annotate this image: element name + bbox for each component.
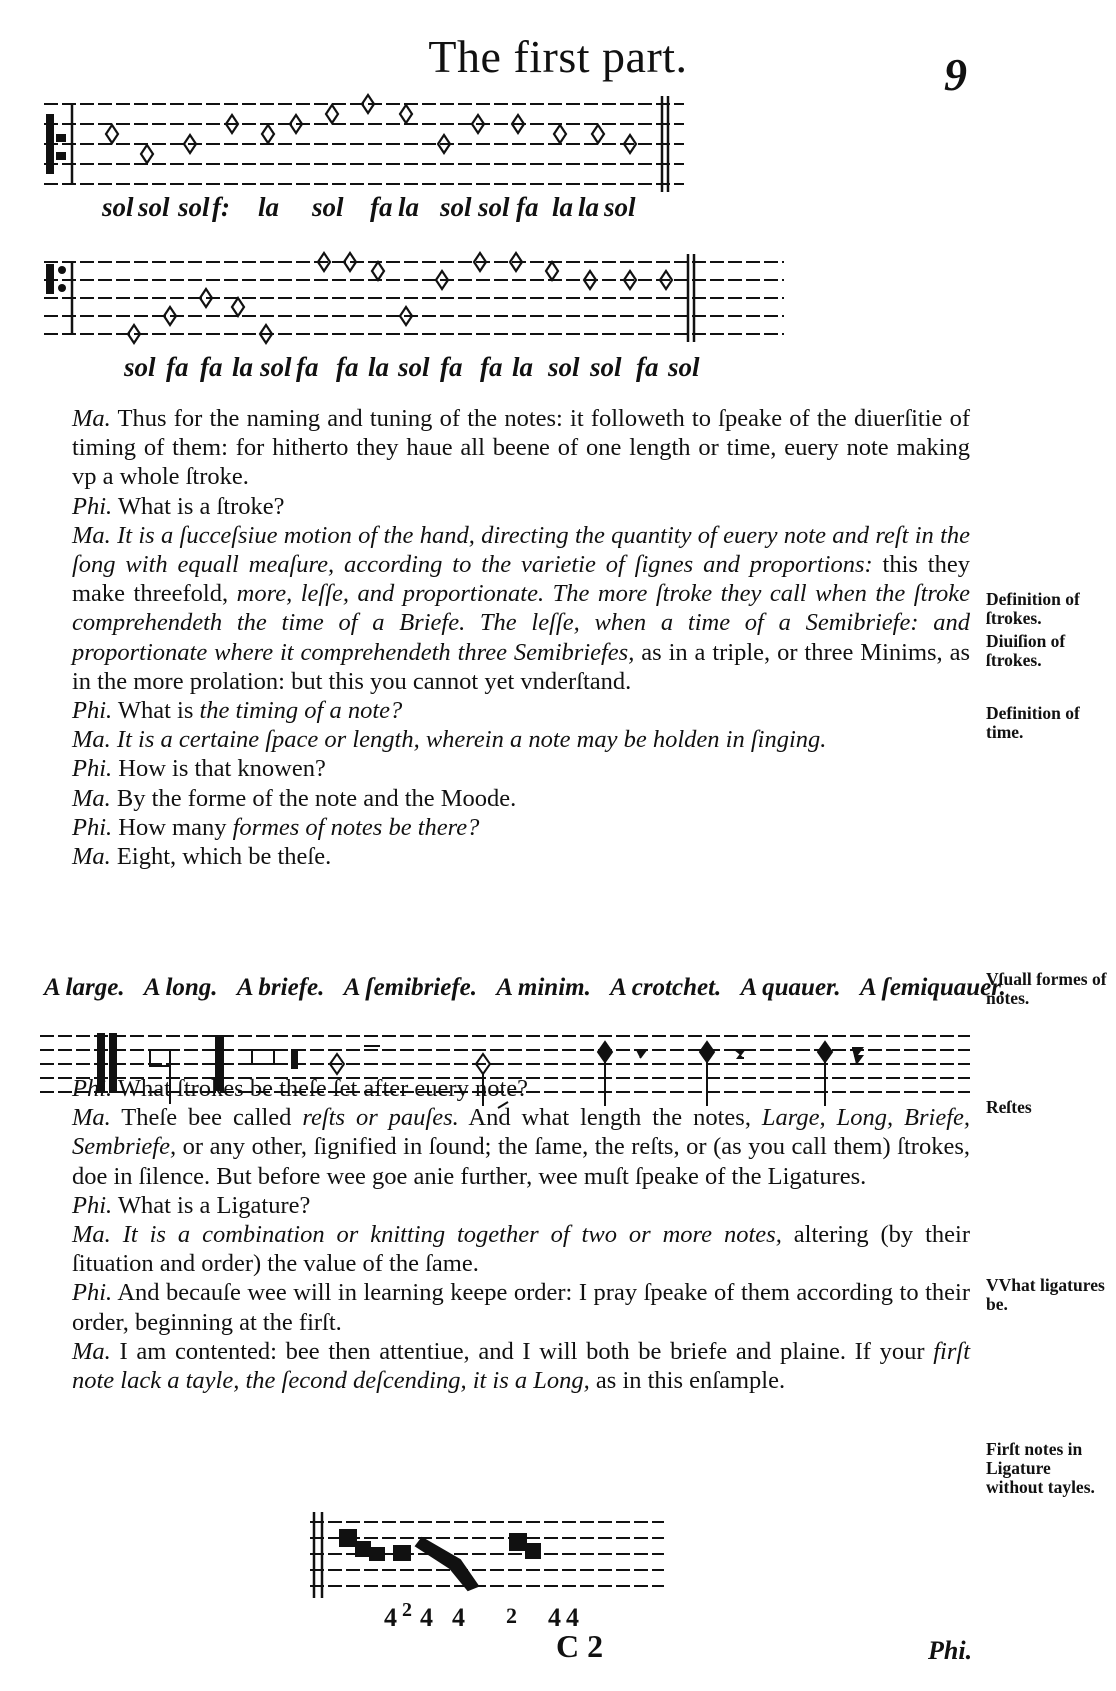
para-text: What is a Ligature? — [117, 1191, 311, 1219]
syllable: la — [512, 352, 534, 382]
syllable: sol — [102, 192, 134, 222]
syllable: la — [258, 192, 280, 222]
para-text: firſt note lack a tayle, the ſecond deſcending, it is a Long, — [72, 1337, 971, 1395]
syllable: fa — [440, 352, 463, 382]
para-text: more, leſſe, and proportionate. — [236, 580, 545, 608]
syllable: sol — [124, 352, 156, 382]
speaker: Ma. — [72, 726, 111, 754]
syllable: sol — [178, 192, 210, 222]
syllable: fa — [516, 192, 539, 222]
syllable: sol — [604, 192, 636, 222]
note-form-label: A ſemiquauer. — [860, 974, 1006, 1001]
definition-text: It is a certaine ſpace or length, wherein a note may be holden in ſinging. — [116, 726, 827, 754]
note-form-label: A ſemibriefe. — [343, 974, 478, 1001]
syllable: la — [578, 192, 600, 222]
syllable: la — [368, 352, 390, 382]
speaker: Phi. — [72, 755, 113, 783]
dialogue-para — [44, 813, 970, 842]
syllable: fa — [636, 352, 659, 382]
music-staff-1 — [44, 92, 734, 202]
speaker: Ma. — [72, 843, 111, 871]
dialogue-para — [44, 754, 970, 783]
speaker: Ma. — [72, 784, 111, 812]
dialogue-para — [44, 404, 970, 492]
catchword: Phi. — [928, 1636, 973, 1665]
para-text: as in a triple, or three Minims, as in the more prolation: but this you cannot yet vnderſtand. — [72, 638, 970, 695]
para-text: Large, Long, Briefe, Sembriefe, — [72, 1104, 971, 1161]
para-text: How is that knowen? — [118, 755, 326, 783]
syllable: sol — [668, 352, 700, 382]
para-text: And becauſe wee will in learning keepe order: I pray ſpeake of them according to their order, beginning at the firſt. — [72, 1279, 970, 1336]
note-form-label: A quauer. — [740, 974, 841, 1001]
dialogue-para — [44, 1074, 970, 1103]
syllable-row-2 — [0, 352, 1116, 392]
music-staff-2 — [44, 250, 804, 360]
dialogue-para — [44, 521, 970, 696]
ligature-number: 2 — [402, 1599, 412, 1621]
para-text: The more ſtroke they call when the ſtroke comprehendeth the time of a Briefe. The leſſe, when a time of a Semibriefe: and proportionate where it comprehendeth three Semibriefes, — [72, 580, 971, 666]
syllable: sol — [312, 192, 344, 222]
margin-note-diuision-strokes: Diuiſion of ſtrokes. — [986, 631, 1066, 670]
syllable: sol — [478, 192, 510, 222]
syllable: fa — [336, 352, 359, 382]
ligature-number: 4 — [548, 1603, 561, 1632]
ligature-number: 4 — [452, 1603, 465, 1632]
para-text: or any other, ſignified in ſound; the ſame, the reſts, or (as you call them) ſtrokes, doe in ſilence. But before wee goe anie further, wee muſt ſpeake of the Ligatures. — [72, 1133, 970, 1190]
syllable: la — [398, 192, 420, 222]
syllable: fa — [166, 352, 189, 382]
para-text: altering (by their ſituation and order) the value of the ſame. — [72, 1221, 971, 1278]
syllable: la — [232, 352, 254, 382]
dialogue-para — [44, 1278, 970, 1336]
dialogue-para — [44, 842, 970, 871]
dialogue-para — [44, 492, 970, 521]
speaker: Phi. — [72, 697, 113, 725]
para-text: this they make threefold, — [72, 551, 970, 608]
dialogue-para — [44, 725, 970, 754]
syllable: la — [552, 192, 574, 222]
music-staff-ligatures — [310, 1508, 670, 1604]
syllable: sol — [590, 352, 622, 382]
note-form-label: A minim. — [496, 974, 591, 1001]
ligature-number: 4 — [420, 1603, 433, 1632]
staff-lines — [44, 104, 684, 184]
margin-note-first-notes: Firſt notes in Ligature without tayles. — [986, 1439, 1095, 1497]
notes — [106, 95, 636, 163]
dialogue-para — [44, 784, 970, 813]
note-form-label: A large. — [44, 974, 125, 1001]
staff-lines — [44, 262, 784, 334]
syllable: f: — [212, 192, 230, 222]
dialogue-para — [44, 1191, 970, 1220]
note-forms-row — [44, 974, 1006, 1002]
margin-note-vsuall-formes: Vſuall formes of notes. — [986, 969, 1107, 1008]
syllable: sol — [260, 352, 292, 382]
syllable: fa — [370, 192, 393, 222]
speaker: Phi. — [72, 1191, 113, 1219]
para-text: How many — [118, 813, 227, 841]
syllable: sol — [440, 192, 472, 222]
signature-mark: C 2 — [556, 1628, 604, 1664]
syllable: sol — [138, 192, 170, 222]
speaker: Phi. — [72, 492, 113, 520]
para-text: And what length the notes, — [468, 1104, 751, 1132]
ligature-number: 4 — [384, 1603, 397, 1632]
speaker: Ma. — [72, 1221, 111, 1249]
dialogue-block-2 — [44, 1074, 970, 1395]
para-text: the timing of a note? — [199, 697, 403, 725]
syllable-row-1 — [0, 192, 1116, 232]
para-text: Eight, which be theſe. — [116, 843, 332, 871]
dialogue-para — [44, 1220, 970, 1278]
dialogue-para — [44, 1337, 970, 1395]
note-form-label: A briefe. — [236, 974, 325, 1001]
margin-note-definition-time: Definition of time. — [986, 703, 1080, 742]
syllable: fa — [480, 352, 503, 382]
speaker: Ma. — [72, 1104, 111, 1132]
para-text: What ſtrokes be theſe ſet after euery note? — [117, 1075, 529, 1102]
note-form-label: A long. — [143, 974, 218, 1001]
speaker: Ma. — [72, 521, 111, 549]
page-number: 9 — [944, 49, 967, 100]
syllable: fa — [200, 352, 223, 382]
definition-text: It is a ſucceſsiue motion of the hand, directing the quantity of euery note and reſt in the ſong with equall meaſure, according to the varietie of ſignes and proportions: — [72, 521, 970, 579]
para-text: Theſe bee called — [121, 1104, 292, 1132]
margin-note-what-ligatures: VVhat ligatures be. — [986, 1275, 1105, 1314]
dialogue-para — [44, 696, 970, 725]
speaker: Ma. — [72, 1337, 111, 1365]
speaker: Phi. — [72, 813, 113, 841]
definition-text: It is a combination or knitting together of two or more notes, — [122, 1221, 782, 1249]
speaker: Ma. — [72, 405, 111, 432]
para-text: Thus for the naming and tuning of the notes: it followeth to ſpeake of the diuerſitie of timing of them: for hitherto they haue all beene of one length or time, euery note making vp a whole ſtroke. — [72, 405, 970, 491]
para-text: What is — [117, 697, 194, 725]
speaker: Phi. — [72, 1279, 113, 1307]
para-text: formes of notes be there? — [232, 813, 480, 841]
running-head: The first part. — [428, 31, 688, 82]
para-text: What is a ſtroke? — [117, 492, 285, 520]
syllable: fa — [296, 352, 319, 382]
para-text: as in this enſample. — [595, 1367, 786, 1395]
syllable: sol — [398, 352, 430, 382]
note-form-label: A crotchet. — [610, 974, 722, 1001]
margin-note-restes: Reſtes — [986, 1097, 1032, 1117]
syllable: sol — [548, 352, 580, 382]
dialogue-para — [44, 1103, 970, 1191]
para-text: By the forme of the note and the Moode. — [116, 784, 517, 812]
dialogue-block-1 — [44, 404, 970, 871]
ligature-number: 4 — [566, 1603, 579, 1632]
speaker: Phi. — [72, 1075, 113, 1102]
margin-note-definition-strokes: Definition of ſtrokes. — [986, 589, 1080, 628]
para-text: reſts or pauſes. — [302, 1104, 459, 1132]
para-text: I am contented: bee then attentiue, and I will both be briefe and plaine. If your — [119, 1337, 925, 1365]
ligature-number: 2 — [506, 1603, 517, 1628]
